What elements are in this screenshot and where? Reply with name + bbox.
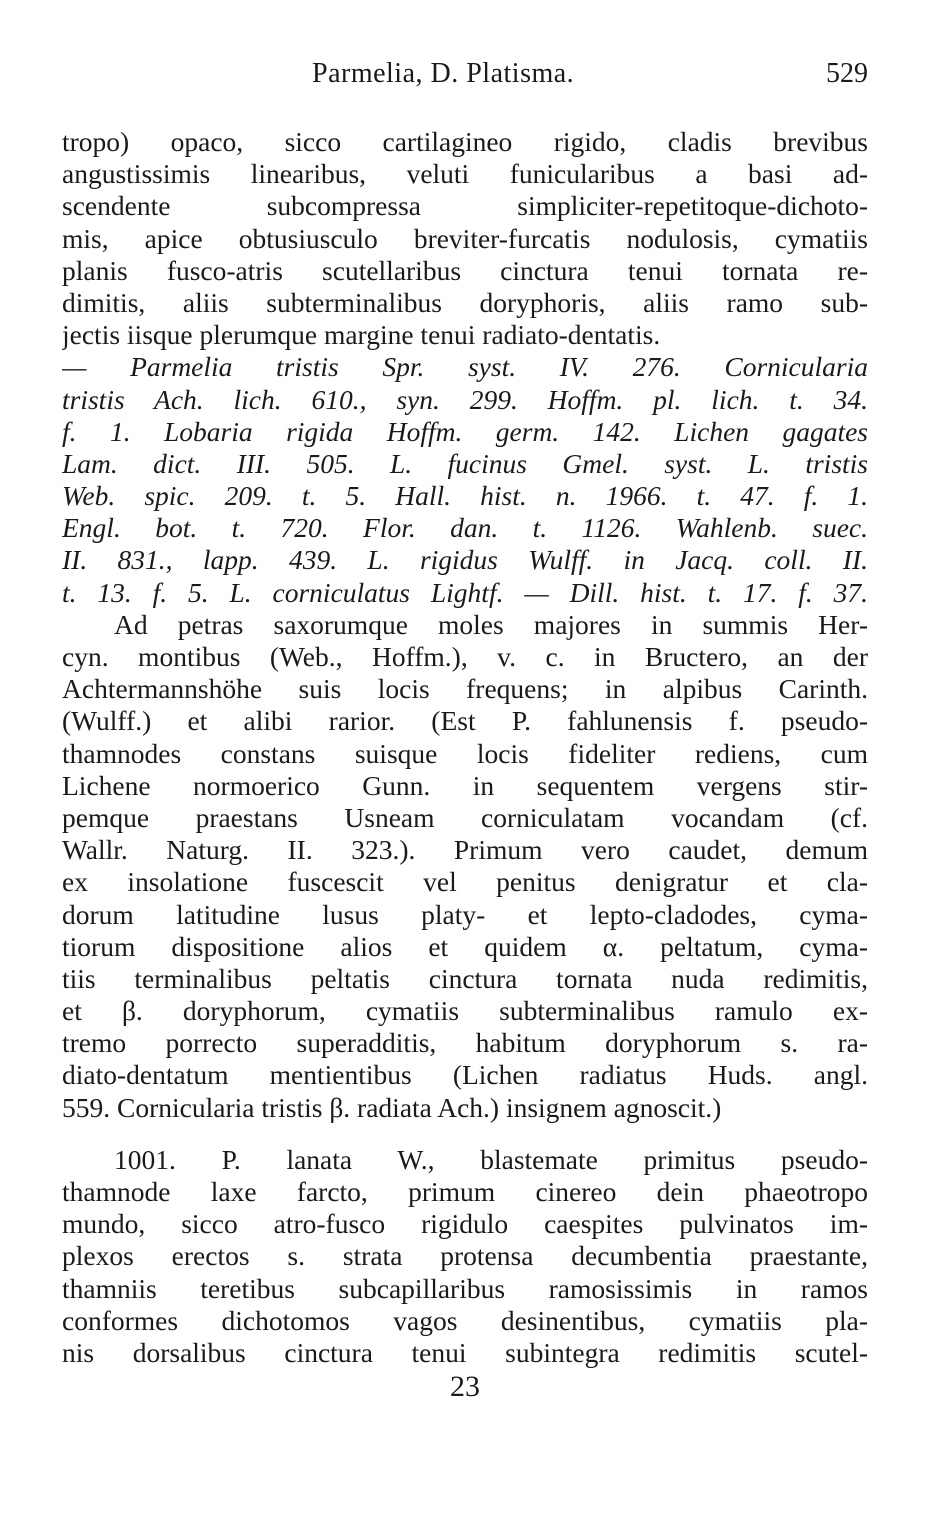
text-line: pemque praestans Usneam corniculatam vocandam (cf.: [62, 801, 868, 833]
text-line: jectis iisque plerumque margine tenui radiato-dentatis.: [62, 319, 661, 351]
text-line: planis fusco-atris scutellaribus cinctura tenui tornata re-: [62, 254, 868, 286]
text-line: Wallr. Naturg. II. 323.). Primum vero caudet, demum: [62, 834, 868, 866]
synonymy-line: tristis Ach. lich. 610., syn. 299. Hoffm. pl. lich. t. 34.: [62, 383, 868, 415]
text-line: dimitis, aliis subterminalibus doryphoris, aliis ramo sub-: [62, 286, 868, 318]
synonymy-line: f. 1. Lobaria rigida Hoffm. germ. 142. Lichen gagates: [62, 415, 868, 447]
text-line: thamnodes constans suisque locis fideliter rediens, cum: [62, 737, 868, 769]
text-line: angustissimis linearibus, veluti funicularibus a basi ad-: [62, 158, 868, 190]
synonymy-line: Lam. dict. III. 505. L. fucinus Gmel. syst. L. tristis: [62, 447, 868, 479]
printer-signature: 23: [450, 1370, 480, 1403]
text-line: ex insolatione fuscescit vel penitus denigratur et cla-: [62, 866, 868, 898]
text-line: tiorum dispositione alios et quidem α. peltatum, cyma-: [62, 930, 868, 962]
text-line: tiis terminalibus peltatis cinctura tornata nuda redimitis,: [62, 962, 868, 994]
text-line: mis, apice obtusiusculo breviter-furcatis nodulosis, cymatiis: [62, 222, 868, 254]
text-line: et β. doryphorum, cymatiis subterminalibus ramulo ex-: [62, 995, 868, 1027]
synonymy-line: Engl. bot. t. 720. Flor. dan. t. 1126. Wahlenb. suec.: [62, 512, 868, 544]
synonymy-line: t. 13. f. 5. L. corniculatus Lightf. — Dill. hist. t. 17. f. 37.: [62, 576, 868, 608]
text-line: conformes dichotomos vagos desinentibus, cymatiis pla-: [62, 1304, 868, 1336]
text-line: 559. Cornicularia tristis β. radiata Ach.) insignem agnoscit.): [62, 1091, 722, 1123]
text-line: thamnode laxe farcto, primum cinereo dein phaeotropo: [62, 1176, 868, 1207]
text-line: thamniis teretibus subcapillaribus ramosissimis in ramos: [62, 1272, 868, 1304]
text-line: cyn. montibus (Web., Hoffm.), v. c. in Bructero, an der: [62, 641, 868, 672]
synonymy-line: — Parmelia tristis Spr. syst. IV. 276. Cornicularia: [62, 351, 868, 383]
species-heading-line: 1001. P. lanata W., blastemate primitus pseudo-: [114, 1143, 868, 1175]
text-line: diato-dentatum mentientibus (Lichen radiatus Huds. angl.: [62, 1059, 868, 1091]
synonymy-line: II. 831., lapp. 439. L. rigidus Wulff. in Jacq. coll. II.: [62, 544, 868, 576]
running-title: Parmelia, D. Platisma.: [312, 58, 575, 89]
text-line: scendente subcompressa simpliciter-repetitoque-dichoto-: [62, 190, 868, 222]
book-page: [62, 58, 868, 1369]
page-body: [62, 126, 868, 1369]
text-line: Ad petras saxorumque moles majores in summis Her-: [114, 608, 868, 640]
synonymy-line: Web. spic. 209. t. 5. Hall. hist. n. 1966. t. 47. f. 1.: [62, 480, 868, 512]
text-line: Lichene normoerico Gunn. in sequentem vergens stir-: [62, 769, 868, 801]
page-number: 529: [826, 58, 868, 89]
page-header: [62, 58, 868, 106]
text-line: (Wulff.) et alibi rarior. (Est P. fahlunensis f. pseudo-: [62, 705, 868, 737]
text-line: mundo, sicco atro-fusco rigidulo caespites pulvinatos im-: [62, 1208, 868, 1240]
text-line: tremo porrecto superadditis, habitum doryphorum s. ra-: [62, 1027, 868, 1059]
text-line: plexos erectos s. strata protensa decumbentia praestante,: [62, 1240, 868, 1272]
text-line: tropo) opaco, sicco cartilagineo rigido, cladis brevibus: [62, 126, 868, 157]
text-line: dorum latitudine lusus platy- et lepto-cladodes, cyma-: [62, 898, 868, 930]
text-line: Achtermannshöhe suis locis frequens; in alpibus Carinth.: [62, 673, 868, 705]
text-line: nis dorsalibus cinctura tenui subintegra redimitis scutel-: [62, 1336, 868, 1368]
paragraph-gap: [62, 1124, 868, 1144]
